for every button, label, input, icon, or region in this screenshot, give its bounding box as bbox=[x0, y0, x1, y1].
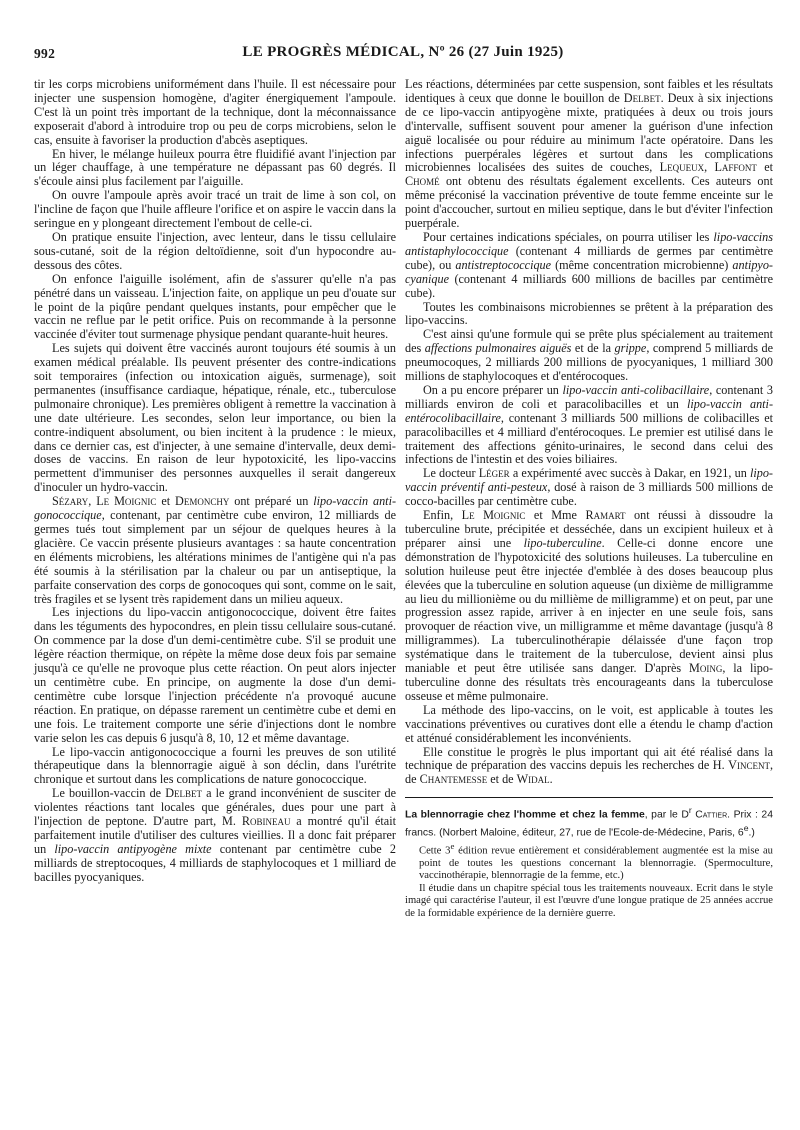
page-header bbox=[34, 42, 772, 66]
running-title bbox=[34, 44, 772, 61]
paragraph: Les réactions, déterminées par cette suspension, sont faibles et les résultats identiques à ceux que donne le bouillon de Delbet. Deux à six injections de ce lipo-vaccin antipyogène mixte, pratiquées à deux ou trois jours d'intervalle, suffisent souvent pour amener la guérison d'une infection aiguë localisée ou pour réduire au minimum l'acte opératoire. Dans les infections puerpérales légères et surtout dans les complications microbiennes localisées des suites de couches, Lequeux, Laffont et Chomé ont obtenu des résultats également excellents. Ces auteurs ont même préconisé la vaccination préventive de toute femme enceinte sur le point d'accoucher, surtout en milieu septique, dans le but d'éviter l'infection puerpérale. bbox=[405, 77, 774, 231]
paragraph: On a pu encore préparer un lipo-vaccin anti-colibacillaire, contenant 3 milliards environ de coli et paracolibacilles et un lipo-vaccin anti-entérocolibacillaire, contenant 3 milliards 500 millions de colibacilles et paracolibacilles et 4 milliard d'entérocoques. Le premier est utilisé dans le traitement des affections génito-urinaires, le second dans celui des infections de l'intestin et des voies biliaires. bbox=[405, 382, 773, 467]
paragraph: Pour certaines indications spéciales, on pourra utiliser les lipo-vaccins antistaphylococcique (contenant 4 milliards de germes par centimètre cube), ou antistreptococcique (même concentration microbienne) antipyo-cyanique (contenant 4 milliards 600 millions de bacilles par centimètre cube). bbox=[405, 229, 773, 300]
paragraph: C'est ainsi qu'une formule qui se prête plus spécialement au traitement des affections pulmonaires aiguës et de la grippe, comprend 5 milliards de pneumocoques, 2 milliards 200 millions de pyocyaniques, 1 milliard 300 millions de staphylocoques et d'entérocoques. bbox=[405, 327, 773, 384]
left-column bbox=[34, 78, 396, 885]
paragraph: Le docteur Léger a expérimenté avec succès à Dakar, en 1921, un lipo-vaccin préventif anti-pesteux, dosé à raison de 3 milliards 500 millions de cocco-bacilles par centimètre cube. bbox=[405, 466, 774, 509]
right-column bbox=[405, 78, 773, 920]
paragraph: tir les corps microbiens uniformément dans l'huile. Il est nécessaire pour injecter une suspension homogène, d'agiter énergiquement l'ampoule. C'est là un point très important de la technique, dont la méconnaissance exposerait d'abord à introduire trop ou peu de corps microbiens, selon le cas, ensuite à favoriser la production d'abcès aseptiques. bbox=[34, 77, 396, 147]
page-number: 992 bbox=[34, 46, 56, 61]
paragraph: Toutes les combinaisons microbiennes se prêtent à la préparation des lipo-vaccins. bbox=[405, 299, 773, 328]
paragraph: Le bouillon-vaccin de Delbet a le grand inconvénient de susciter de violentes réactions tant locales que générales, dues pour une part à l'injection de peptone. D'autre part, M. Robineau a montré qu'il était parfaitement inutile d'utiliser des cultures vieillies. Il a donc fait préparer un lipo-vaccin antipyogène mixte contenant par centimètre cube 2 milliards de streptocoques, 4 milliards de staphylocoques et 1 milliard de bacilles pyocyaniques. bbox=[34, 786, 397, 884]
paragraph: Les sujets qui doivent être vaccinés auront toujours été soumis à un examen médical préalable. Ils peuvent présenter des contre-indications soit temporaires (infection ou intoxication aiguës, surmenage), soit permanentes (insuffisance cardiaque, hépatique, rénale, etc., tuberculose pulmonaire chronique). Les premières obligent à remettre la vaccination à une date ultérieure. Les secondes, selon leur importance, ou bien la contre-indiquent absolument, ou bien incitent à la prudence : le mieux, dans ce dernier cas, est d'injecter, à une semaine d'intervalle, deux demi-doses de vaccins. En raison de leur hypotoxicité, les lipo-vaccins permettent d'immuniser des personnes auxquelles il serait dangereux d'inoculer un hydro-vaccin. bbox=[34, 341, 396, 495]
paragraph: Le lipo-vaccin antigonococcique a fourni les preuves de son utilité thérapeutique dans la blennorragie aiguë à son déclin, dans l'urétrite chronique et surtout dans les complications de nature gonococcique. bbox=[34, 744, 396, 787]
paragraph: Elle constitue le progrès le plus important qui ait été réalisé dans la technique de préparation des vaccins depuis les recherches de H. Vincent, de Chantemesse et de Widal. bbox=[405, 744, 773, 787]
review-body bbox=[405, 840, 773, 920]
paragraph: On pratique ensuite l'injection, avec lenteur, dans le tissu cellulaire sous-cutané, soit de la région deltoïdienne, soit d'un hypocondre au-dessous des côtes. bbox=[34, 229, 396, 272]
review-paragraph: Il étudie dans un chapitre spécial tous les traitements nouveaux. Ecrit dans le style imagé qui caractérise l'auteur, il est l'œuvre d'une longue pratique de 25 années accrue de la formidable expérience de la dernière guerre. bbox=[405, 882, 773, 919]
section-divider bbox=[405, 797, 773, 798]
paragraph: On ouvre l'ampoule après avoir tracé un trait de lime à son col, on l'incline de façon que l'huile affleure l'orifice et on aspire le vaccin dans la seringue en y plongeant directement l'embout de celle-ci. bbox=[34, 188, 396, 231]
paragraph: Les injections du lipo-vaccin antigonococcique, doivent être faites dans les téguments des hypocondres, en plein tissu cellulaire sous-cutané. On commence par la dose d'un demi-centimètre cube. S'il se produit une légère réaction thermique, on répète la même dose deux fois par semaine jusqu'à ce qu'elle ne provoque plus cette réaction. On peut alors injecter un centimètre cube. En principe, on augmente la dose d'un demi-centimètre cube lorsque l'injection précédente n'a provoqué aucune réaction. En pratique, on dépasse rarement un centimètre cube et demi en une fois. Le traitement comporte une série d'injections dont le nombre varie selon les cas depuis 6 jusqu'à 8, 10, 12 et même davantage. bbox=[34, 605, 396, 745]
journal-title: LE PROGRÈS MÉDICAL, bbox=[242, 44, 425, 60]
paragraph: La méthode des lipo-vaccins, on le voit, est applicable à toutes les vaccinations préventives ou curatives dont elle a étendu le champ d'action et atténué considérablement les inconvénients. bbox=[405, 702, 773, 745]
paragraph: Enfin, Le Moignic et Mme Ramart ont réussi à dissoudre la tuberculine brute, précipitée et desséchée, dans un excipient huileux et à préparer ainsi une lipo-tuberculine. Celle-ci donne encore une démonstration de l'hypotoxicité des solutions huileuses. La tuberculine en solution huileuse peut être injectée d'emblée à des doses beaucoup plus élevées que la tuberculine en solution aqueuse (un dixième de milligramme au lieu du millionième ou du millième de milligramme) et on peut, par une progression assez rapide, arriver à en injecter en une seule fois, sans provoquer de réaction vive, un milligramme et même davantage (jusqu'à 8 milligrammes). La tuberculinothérapie délaissée d'une façon trop systématique dans le traitement de la tuberculose, devient ainsi plus maniable et peut être utilisée sans danger. D'après Moing, la lipo-tuberculine donne des résultats très encourageants dans la tuberculose osseuse et même pulmonaire. bbox=[405, 508, 773, 703]
right-column-body bbox=[405, 78, 773, 787]
paragraph: En hiver, le mélange huileux pourra être fluidifié avant l'injection par un léger chauffage, à une température ne dépassant pas 60 degrés. Il s'écoule ainsi plus facilement par l'aiguille. bbox=[34, 146, 396, 189]
book-review bbox=[405, 804, 773, 920]
review-paragraph: Cette 3e édition revue entièrement et considérablement augmentée est la mise au point de toutes les questions concernant la blennorragie. (Spermoculture, vaccinothérapie, blennorragie de la femme, etc.) bbox=[419, 840, 773, 882]
paragraph: On enfonce l'aiguille isolément, afin de s'assurer qu'elle n'a pas pénétré dans un vaisseau. L'injection faite, on applique un peu d'ouate sur le point de la piqûre pendant quelques instants, pour empêcher que le vaccin ne reflue par le petit orifice. Puis on recommande à la personne vaccinée d'éviter tout surmenage physique pendant quarante-huit heures. bbox=[34, 271, 396, 342]
paragraph: Sézary, Le Moignic et Demonchy ont préparé un lipo-vaccin anti-gonococcique, contenant, par centimètre cube environ, 12 milliards de germes tués tout simplement par un séjour de quelques heures à la glacière. Ce vaccin présente plusieurs avantages : sa haute concentration en éléments microbiens, les altérations minimes de l'antigène qui n'a pas été soumis à la stérilisation par la chaleur ou par un antiseptique, la parfaite conservation des corps de gonocoques qui sont, comme on le sait, très fragiles et se lysent très rapidement dans un milieu aqueux. bbox=[34, 494, 397, 606]
issue-info: Nº 26 (27 Juin 1925) bbox=[428, 44, 564, 60]
review-title: La blennorragie chez l'homme et chez la femme, par le $D^r$ Cattier. Prix : 24 francs. (Norbert Maloine, éditeur, 27, rue de l'Ecole-de-Médecine, Paris, 6e.) bbox=[405, 805, 773, 839]
